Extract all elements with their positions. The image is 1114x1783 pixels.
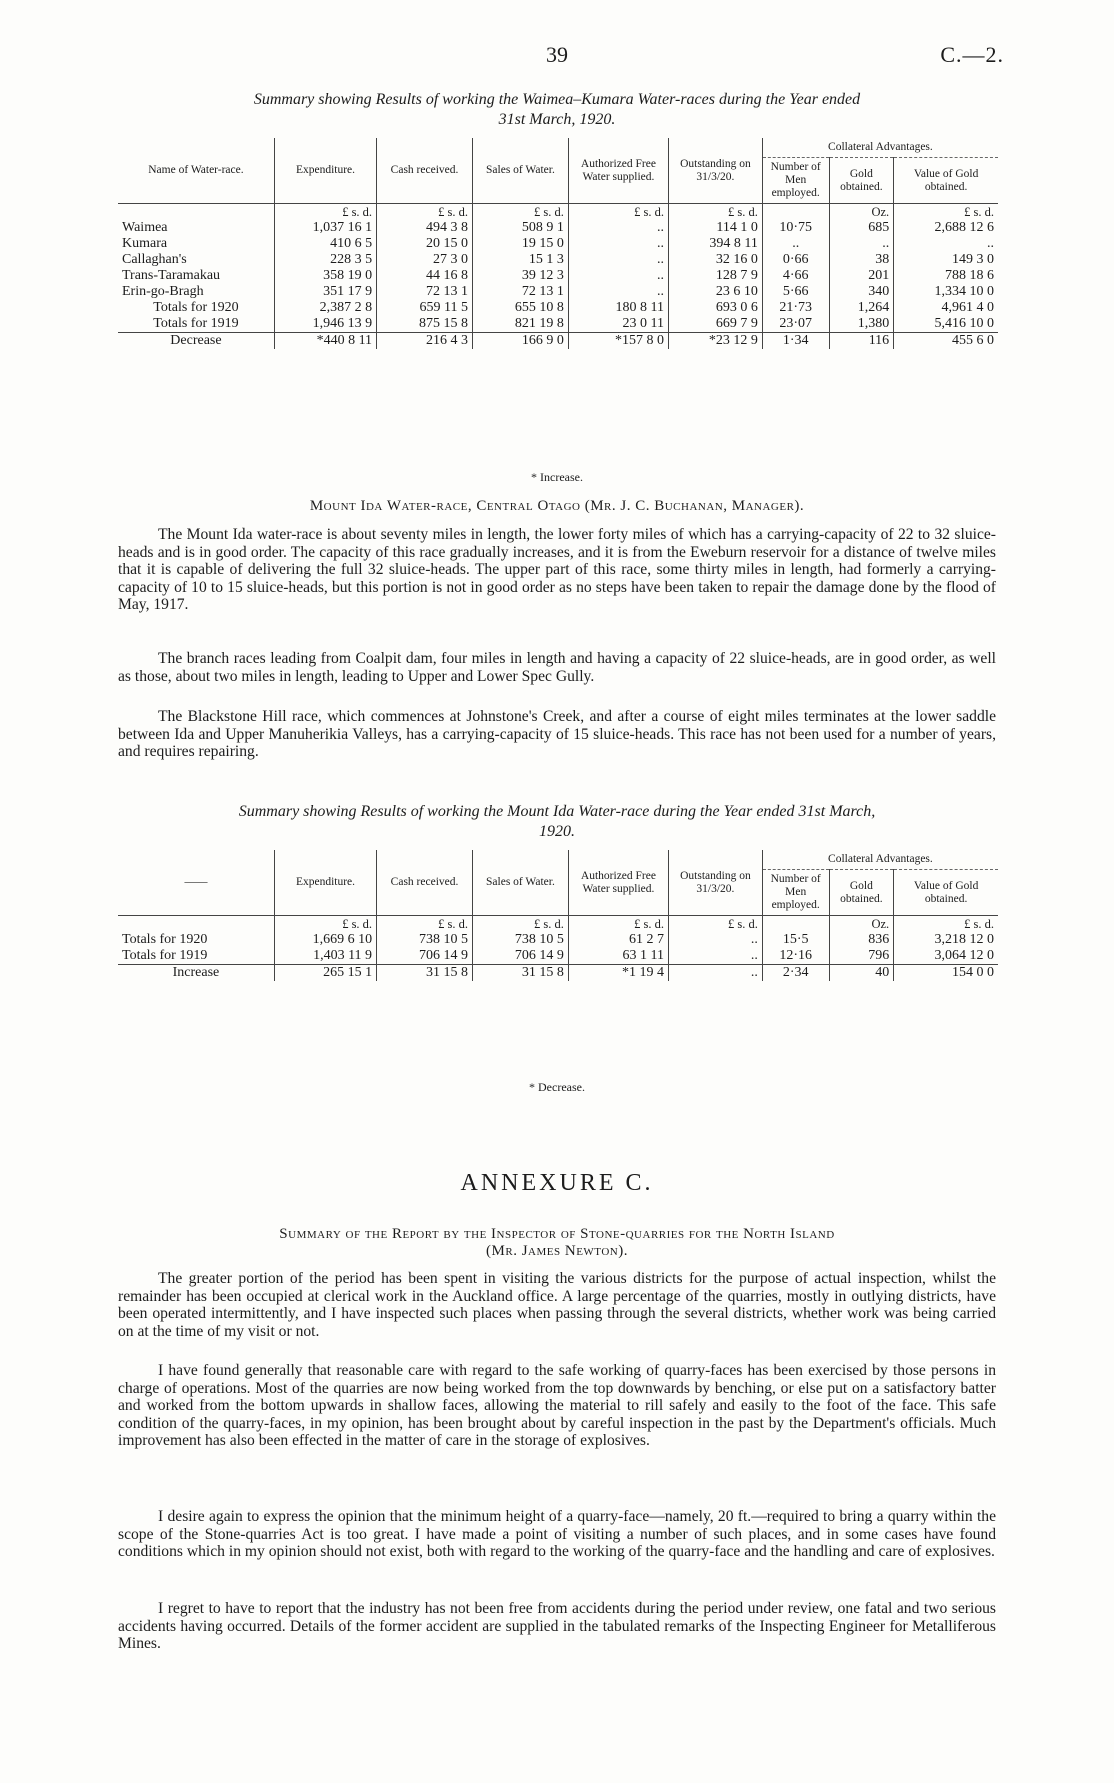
col-header-authorized: Authorized Free Water supplied. [568, 850, 668, 916]
col-header-men: Number of Men employed. [762, 870, 829, 916]
col-header-collateral: Collateral Advantages. [762, 138, 998, 158]
cell-men: 0·66 [762, 252, 829, 268]
cell-exp: 410 6 5 [274, 236, 376, 252]
row-label: Waimea [122, 220, 168, 235]
cell-sales: 19 15 0 [472, 236, 568, 252]
annexure-paragraph-1: The greater portion of the period has been spent in visiting the various districts for the purpose of actual inspection, whilst the remainder has been occupied at clerical work in the Auckland office. A large percentage of the quarries, mostly in outlying districts, have been operated intermittently, and I have inspected such places when passing through the several districts, whether work was being carried on at the time of my visit or not. [118, 1270, 996, 1340]
units-row: £ s. d. £ s. d. £ s. d. £ s. d. £ s. d. Oz. £ s. d. [118, 916, 998, 933]
annexure-title: ANNEXURE C. [460, 1170, 654, 1196]
col-header-outstanding: Outstanding on 31/3/20. [669, 850, 763, 916]
cell-value: 4,961 4 0 [894, 300, 998, 316]
col-header-gold: Gold obtained. [829, 158, 894, 204]
cell-cash: 659 11 5 [377, 300, 473, 316]
cell-men: .. [762, 236, 829, 252]
table-row [118, 220, 998, 236]
cell-gold: 685 [829, 220, 894, 236]
cell-auth: 180 8 11 [568, 300, 668, 316]
col-header-authorized: Authorized Free Water supplied. [568, 138, 668, 204]
cell-auth: .. [568, 268, 668, 284]
row-label: Decrease [118, 333, 274, 350]
cell-cash: 494 3 8 [377, 220, 473, 236]
cell-cash: 31 15 8 [377, 965, 473, 982]
col-header-collateral: Collateral Advantages. [762, 850, 998, 870]
cell-exp: 2,387 2 8 [274, 300, 376, 316]
cell-value: 788 18 6 [894, 268, 998, 284]
cell-auth: .. [568, 284, 668, 300]
annexure-paragraph-4: I regret to have to report that the industry has not been free from accidents during the period under review, one fatal and two serious accidents having occurred. Details of the former accident are supplied in the tabulated remarks of the Inspecting Engineer for Metalliferous Mines. [118, 1600, 996, 1653]
col-header-sales: Sales of Water. [472, 850, 568, 916]
col-header-value: Value of Gold obtained. [894, 158, 998, 204]
cell-out: 669 7 9 [669, 316, 763, 333]
cell-gold: 1,264 [829, 300, 894, 316]
cell-out: *23 12 9 [669, 333, 763, 350]
row-label: Erin-go-Bragh [122, 284, 204, 299]
row-label: Totals for 1919 [153, 316, 239, 331]
cell-auth: 63 1 11 [568, 948, 668, 965]
col-header-name: —— [118, 850, 274, 916]
cell-exp: 228 3 5 [274, 252, 376, 268]
cell-gold: 38 [829, 252, 894, 268]
annexure-paragraph-3: I desire again to express the opinion that the minimum height of a quarry-face—namely, 20 ft.—required to bring a quarry within the scope of the Stone-quarries Act is too great. I have made a point of visiting a number of such places, and in some cases have found conditions which in my opinion should not exist, both with regard to the working of the quarry-face and the handling and care of explosives. [118, 1508, 996, 1561]
cell-cash: 72 13 1 [377, 284, 473, 300]
cell-value: 3,218 12 0 [894, 932, 998, 948]
cell-value: 149 3 0 [894, 252, 998, 268]
cell-exp: 1,403 11 9 [274, 948, 376, 965]
totals-row [118, 300, 998, 316]
page-number: 39 [546, 42, 568, 67]
table2-footnote: * Decrease. [529, 1080, 585, 1094]
cell-gold: 116 [829, 333, 894, 350]
cell-men: 2·34 [762, 965, 829, 982]
table-row [118, 284, 998, 300]
cell-sales: 508 9 1 [472, 220, 568, 236]
cell-auth: .. [568, 220, 668, 236]
cell-exp: 351 17 9 [274, 284, 376, 300]
cell-sales: 31 15 8 [472, 965, 568, 982]
table2-caption: Summary showing Results of working the Mount Ida Water-race during the Year ended 31st March, 1920. [238, 803, 876, 840]
cell-sales: 738 10 5 [472, 932, 568, 948]
table1-footnote: * Increase. [531, 470, 583, 484]
units-row: £ s. d. £ s. d. £ s. d. £ s. d. £ s. d. Oz. £ s. d. [118, 204, 998, 221]
cell-gold: 201 [829, 268, 894, 284]
cell-out: .. [669, 965, 763, 982]
mount-ida-paragraph-3: The Blackstone Hill race, which commences at Johnstone's Creek, and after a course of eight miles terminates at the lower saddle between Ida and Upper Manuherikia Valleys, has a carrying-capacity of 15 sluice-heads. This race has not been used for a number of years, and requires repairing. [118, 708, 996, 761]
col-header-name: Name of Water-race. [118, 138, 274, 204]
cell-cash: 20 15 0 [377, 236, 473, 252]
col-header-expenditure: Expenditure. [274, 138, 376, 204]
mount-ida-paragraph-1: The Mount Ida water-race is about seventy miles in length, the lower forty miles of which has a carrying-capacity of 22 to 32 sluice-heads and is in good order. The capacity of this race gradually increases, and it is from the Eweburn reservoir for a distance of twelve miles that it is capable of delivering the full 32 sluice-heads. The upper part of this race, some thirty miles in length, had formerly a carrying-capacity of 10 to 15 sluice-heads, but this portion is not in good order as no steps have been taken to repair the damage done by the flood of May, 1917. [118, 526, 996, 614]
cell-gold: .. [829, 236, 894, 252]
cell-exp: 1,946 13 9 [274, 316, 376, 333]
cell-exp: *440 8 11 [274, 333, 376, 350]
cell-auth: .. [568, 252, 668, 268]
col-header-outstanding: Outstanding on 31/3/20. [669, 138, 763, 204]
cell-exp: 265 15 1 [274, 965, 376, 982]
cell-out: 128 7 9 [669, 268, 763, 284]
cell-gold: 1,380 [829, 316, 894, 333]
cell-exp: 1,669 6 10 [274, 932, 376, 948]
col-header-men: Number of Men employed. [762, 158, 829, 204]
cell-men: 12·16 [762, 948, 829, 965]
cell-exp: 1,037 16 1 [274, 220, 376, 236]
document-reference: C.—2. [940, 42, 1004, 67]
cell-value: 455 6 0 [894, 333, 998, 350]
cell-value: 1,334 10 0 [894, 284, 998, 300]
cell-sales: 655 10 8 [472, 300, 568, 316]
page-header [110, 36, 1004, 66]
table-row [118, 268, 998, 284]
cell-cash: 27 3 0 [377, 252, 473, 268]
cell-cash: 216 4 3 [377, 333, 473, 350]
cell-gold: 40 [829, 965, 894, 982]
col-header-value: Value of Gold obtained. [894, 870, 998, 916]
cell-gold: 836 [829, 932, 894, 948]
totals-row [118, 316, 998, 333]
cell-men: 1·34 [762, 333, 829, 350]
totals-row [118, 948, 998, 965]
cell-men: 5·66 [762, 284, 829, 300]
row-label: Increase [118, 965, 274, 982]
cell-value: 2,688 12 6 [894, 220, 998, 236]
cell-sales: 39 12 3 [472, 268, 568, 284]
cell-auth: *1 19 4 [568, 965, 668, 982]
cell-out: 23 6 10 [669, 284, 763, 300]
row-label: Totals for 1920 [153, 300, 239, 315]
change-row [118, 333, 998, 350]
cell-gold: 340 [829, 284, 894, 300]
cell-cash: 44 16 8 [377, 268, 473, 284]
cell-men: 15·5 [762, 932, 829, 948]
cell-men: 21·73 [762, 300, 829, 316]
cell-out: .. [669, 948, 763, 965]
mount-ida-heading: Mount Ida Water-race, Central Otago (Mr. J. C. Buchanan, Manager). [309, 498, 805, 514]
col-header-cash: Cash received. [377, 850, 473, 916]
cell-men: 23·07 [762, 316, 829, 333]
cell-sales: 15 1 3 [472, 252, 568, 268]
cell-auth: .. [568, 236, 668, 252]
cell-cash: 875 15 8 [377, 316, 473, 333]
cell-exp: 358 19 0 [274, 268, 376, 284]
totals-row [118, 932, 998, 948]
cell-out: 114 1 0 [669, 220, 763, 236]
col-header-cash: Cash received. [377, 138, 473, 204]
cell-out: .. [669, 932, 763, 948]
cell-men: 4·66 [762, 268, 829, 284]
cell-value: .. [894, 236, 998, 252]
waimea-kumara-table [118, 138, 998, 349]
cell-cash: 738 10 5 [377, 932, 473, 948]
cell-value: 3,064 12 0 [894, 948, 998, 965]
cell-out: 32 16 0 [669, 252, 763, 268]
row-label: Trans-Taramakau [122, 268, 221, 283]
cell-value: 154 0 0 [894, 965, 998, 982]
mount-ida-table [118, 850, 998, 981]
col-header-sales: Sales of Water. [472, 138, 568, 204]
cell-sales: 706 14 9 [472, 948, 568, 965]
annexure-subtitle: Summary of the Report by the Inspector of Stone-quarries for the North Island (Mr. James Newton). [279, 1226, 835, 1259]
cell-out: 693 0 6 [669, 300, 763, 316]
row-label: Kumara [122, 236, 168, 251]
col-header-expenditure: Expenditure. [274, 850, 376, 916]
cell-cash: 706 14 9 [377, 948, 473, 965]
col-header-gold: Gold obtained. [829, 870, 894, 916]
annexure-paragraph-2: I have found generally that reasonable care with regard to the safe working of quarry-faces has been exercised by those persons in charge of operations. Most of the quarries are now being worked from the top downwards by benching, or else put on a satisfactory batter and worked from the bottom upwards in shallow faces, allowing the material to rill safely and easily to the foot of the face. This safe condition of the quarry-faces, in my opinion, has been brought about by careful inspection in the past by the Department's officials. Much improvement has also been effected in the matter of care in the storage of explosives. [118, 1362, 996, 1450]
row-label: Totals for 1919 [122, 948, 208, 963]
cell-out: 394 8 11 [669, 236, 763, 252]
change-row [118, 965, 998, 982]
table-row [118, 236, 998, 252]
cell-value: 5,416 10 0 [894, 316, 998, 333]
cell-sales: 821 19 8 [472, 316, 568, 333]
cell-auth: 23 0 11 [568, 316, 668, 333]
row-label: Totals for 1920 [122, 932, 208, 947]
cell-sales: 72 13 1 [472, 284, 568, 300]
cell-sales: 166 9 0 [472, 333, 568, 350]
cell-men: 10·75 [762, 220, 829, 236]
cell-auth: 61 2 7 [568, 932, 668, 948]
row-label: Callaghan's [122, 252, 187, 267]
mount-ida-paragraph-2: The branch races leading from Coalpit dam, four miles in length and having a capacity of 22 sluice-heads, are in good order, as well as those, about two miles in length, leading to Upper and Lower Spec Gully. [118, 650, 996, 685]
table-row [118, 252, 998, 268]
table1-caption: Summary showing Results of working the Waimea–Kumara Water-races during the Year ended 31st March, 1920. [253, 91, 861, 128]
cell-gold: 796 [829, 948, 894, 965]
cell-auth: *157 8 0 [568, 333, 668, 350]
